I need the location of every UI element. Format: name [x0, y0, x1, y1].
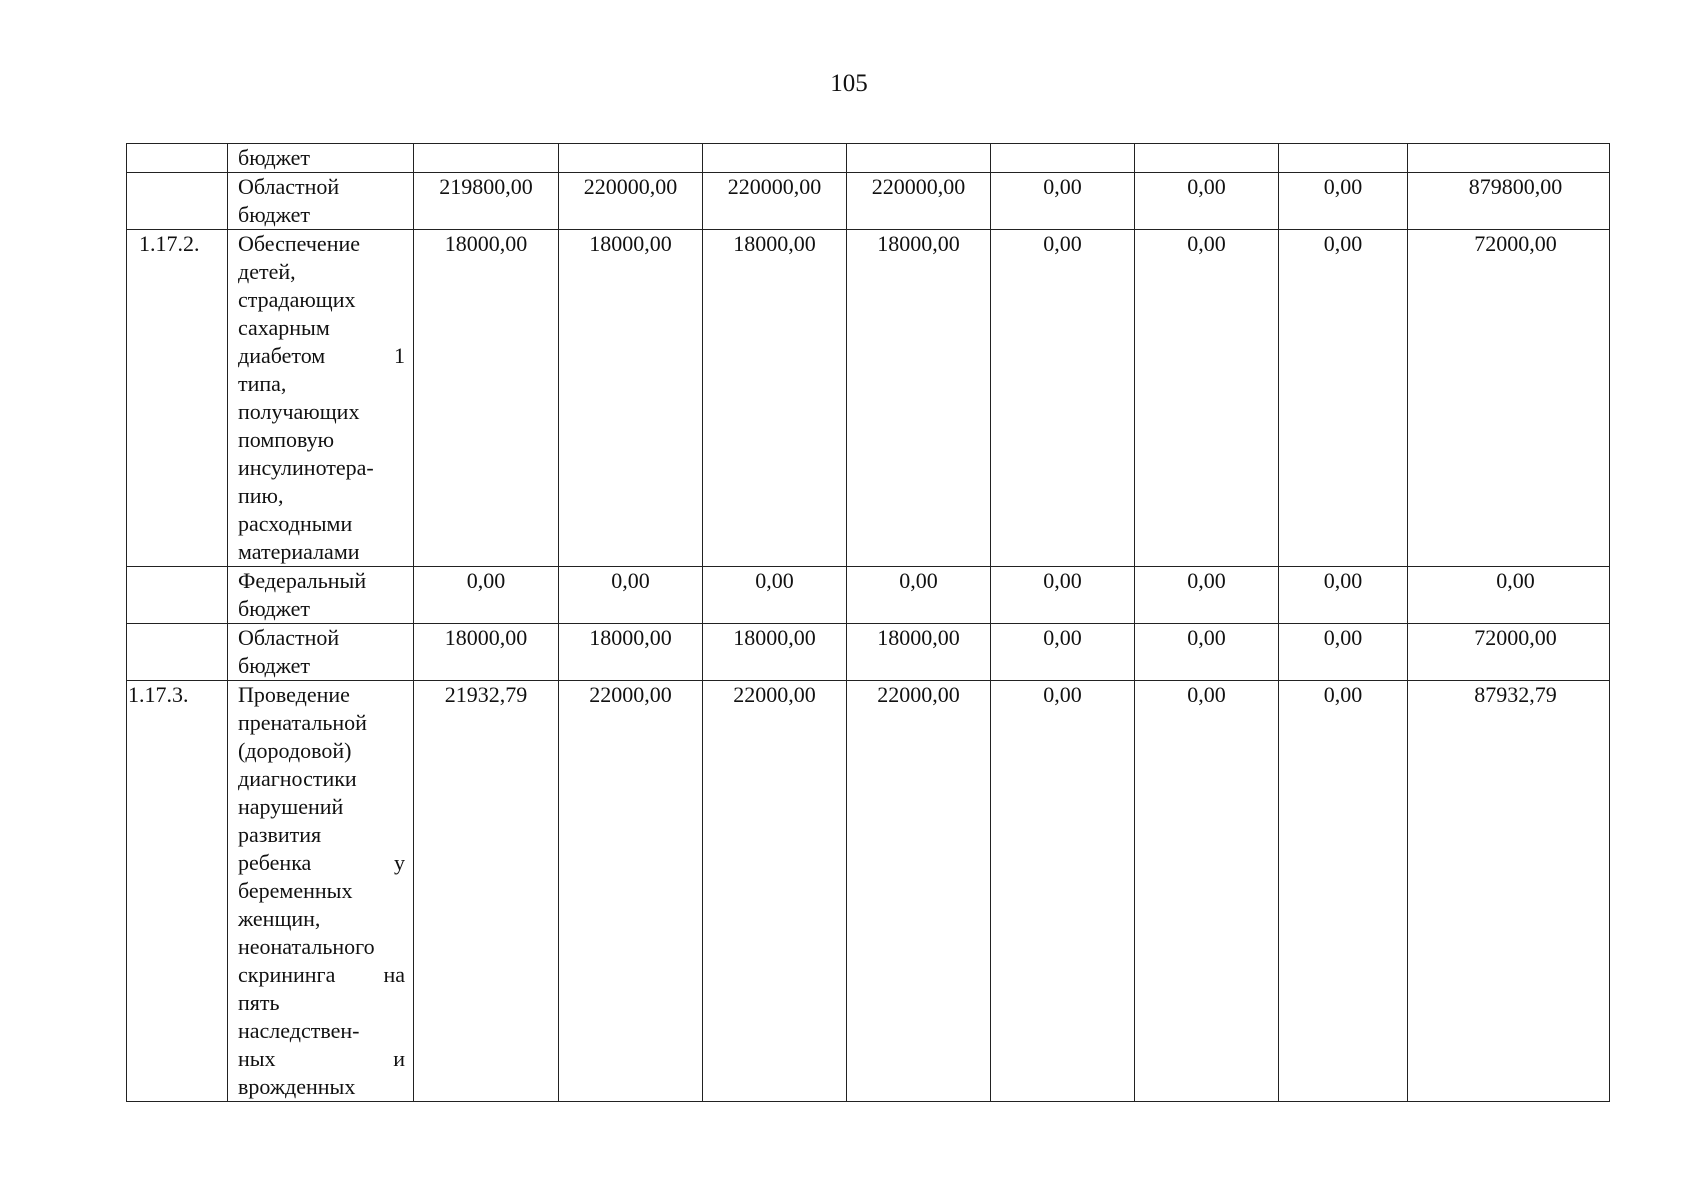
description-line: Областной [238, 174, 340, 199]
amount-value: 0,00 [1279, 624, 1408, 681]
amount-value: 0,00 [1135, 681, 1279, 1102]
amount-value: 0,00 [991, 681, 1135, 1102]
amount-value: 18000,00 [847, 230, 991, 567]
row-description [228, 624, 414, 681]
description-line: сахарным [238, 315, 330, 340]
page-number: 105 [830, 70, 868, 97]
description-line: помповую [238, 427, 335, 452]
amount-value: 0,00 [991, 567, 1135, 624]
amount-value [559, 144, 703, 173]
total-value [1408, 144, 1610, 173]
amount-value: 0,00 [414, 567, 559, 624]
description-line: бюджет [238, 653, 310, 678]
amount-value: 18000,00 [559, 624, 703, 681]
amount-value: 0,00 [559, 567, 703, 624]
row-code [127, 624, 228, 681]
row-description [228, 567, 414, 624]
total-value: 879800,00 [1408, 173, 1610, 230]
description-line: скрининга на [238, 962, 405, 987]
row-code: 1.17.3. [127, 681, 228, 1102]
total-value: 87932,79 [1408, 681, 1610, 1102]
amount-value: 220000,00 [847, 173, 991, 230]
description-line: женщин, [238, 906, 321, 931]
amount-value: 0,00 [991, 173, 1135, 230]
amount-value: 0,00 [1135, 624, 1279, 681]
amount-value [1135, 144, 1279, 173]
amount-value: 0,00 [1279, 567, 1408, 624]
amount-value: 219800,00 [414, 173, 559, 230]
description-line: нарушений [238, 794, 344, 819]
amount-value: 18000,00 [847, 624, 991, 681]
amount-value: 0,00 [1279, 230, 1408, 567]
row-code [127, 144, 228, 173]
description-line: Проведение [238, 682, 350, 707]
description-line: пию, [238, 483, 284, 508]
total-value: 72000,00 [1408, 624, 1610, 681]
amount-value [414, 144, 559, 173]
description-line: пренатальной [238, 710, 367, 735]
description-line: страдающих [238, 287, 356, 312]
amount-value: 18000,00 [703, 230, 847, 567]
description-line: врожденных [238, 1074, 356, 1099]
amount-value: 0,00 [991, 624, 1135, 681]
row-description [228, 144, 414, 173]
total-value: 72000,00 [1408, 230, 1610, 567]
amount-value: 22000,00 [703, 681, 847, 1102]
row-description [228, 173, 414, 230]
total-value: 0,00 [1408, 567, 1610, 624]
amount-value [847, 144, 991, 173]
row-code [127, 567, 228, 624]
description-line: ных и [238, 1046, 405, 1071]
description-line: ребенка у [238, 850, 405, 875]
amount-value: 0,00 [1279, 681, 1408, 1102]
table-row [127, 567, 1610, 624]
description-line: пять [238, 990, 280, 1015]
table-row [127, 173, 1610, 230]
description-line: беременных [238, 878, 353, 903]
amount-value: 21932,79 [414, 681, 559, 1102]
description-line: Федеральный [238, 568, 367, 593]
amount-value: 0,00 [1279, 173, 1408, 230]
description-line: расходными [238, 511, 353, 536]
amount-value: 0,00 [991, 230, 1135, 567]
amount-value: 18000,00 [559, 230, 703, 567]
amount-value: 22000,00 [559, 681, 703, 1102]
table-row [127, 624, 1610, 681]
amount-value: 0,00 [1135, 567, 1279, 624]
description-line: инсулинотера- [238, 455, 374, 480]
description-line: материалами [238, 539, 360, 564]
amount-value [1279, 144, 1408, 173]
description-line: (дородовой) [238, 738, 352, 763]
description-line: типа, [238, 371, 287, 396]
description-line: получающих [238, 399, 360, 424]
description-line: неонатального [238, 934, 375, 959]
amount-value [703, 144, 847, 173]
budget-table [126, 143, 1610, 1102]
amount-value: 220000,00 [559, 173, 703, 230]
row-description [228, 681, 414, 1102]
description-line: Обеспечение [238, 231, 360, 256]
amount-value [991, 144, 1135, 173]
table-row [127, 144, 1610, 173]
table-row [127, 230, 1610, 567]
amount-value: 18000,00 [414, 624, 559, 681]
row-description [228, 230, 414, 567]
description-line: наследствен- [238, 1018, 360, 1043]
description-line: диагностики [238, 766, 357, 791]
description-line: бюджет [238, 145, 310, 170]
description-line: бюджет [238, 202, 310, 227]
amount-value: 18000,00 [414, 230, 559, 567]
table-body [127, 144, 1610, 1102]
description-line: детей, [238, 259, 296, 284]
description-line: развития [238, 822, 322, 847]
description-line: бюджет [238, 596, 310, 621]
description-line: диабетом 1 [238, 343, 405, 368]
row-code [127, 173, 228, 230]
table-row [127, 681, 1610, 1102]
description-line: Областной [238, 625, 340, 650]
amount-value: 18000,00 [703, 624, 847, 681]
amount-value: 0,00 [1135, 230, 1279, 567]
amount-value: 220000,00 [703, 173, 847, 230]
amount-value: 22000,00 [847, 681, 991, 1102]
amount-value: 0,00 [703, 567, 847, 624]
amount-value: 0,00 [847, 567, 991, 624]
amount-value: 0,00 [1135, 173, 1279, 230]
row-code: 1.17.2. [127, 230, 228, 567]
